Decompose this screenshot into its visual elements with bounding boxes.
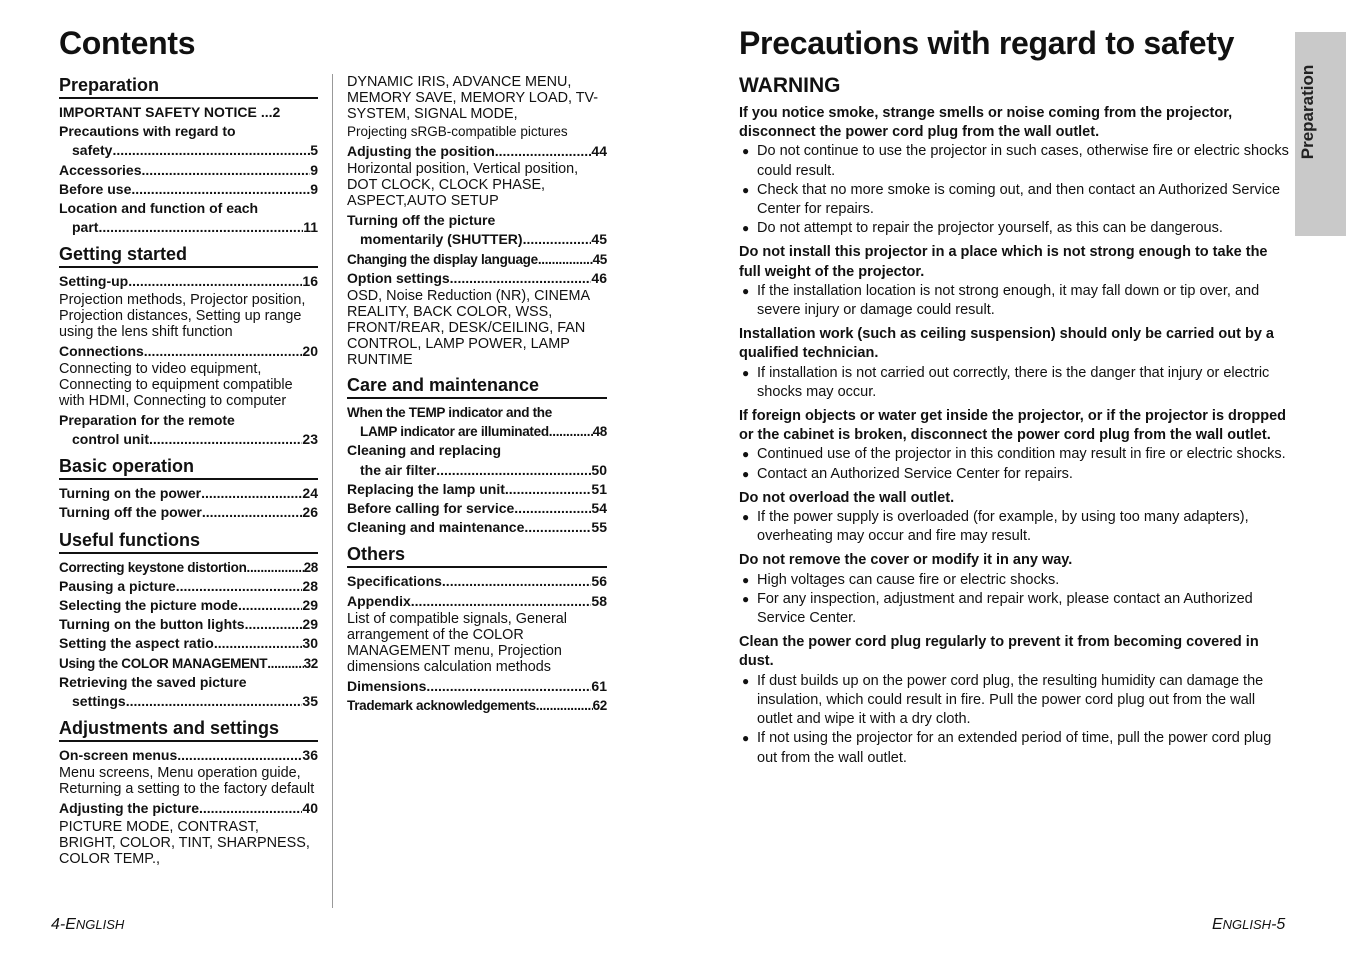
entry-subtext: List of compatible signals, General arrangement of the COLOR MANAGEMENT menu, Projection dimensions calculation methods	[347, 610, 567, 675]
entry-row	[59, 577, 318, 596]
entry-subtext: PICTURE MODE, CONTRAST, BRIGHT, COLOR, TINT, SHARPNESS, COLOR TEMP.,	[59, 818, 310, 867]
dot-leader	[538, 250, 593, 269]
dot-leader	[128, 272, 302, 291]
entry-title-cont: LAMP indicator are illuminated	[360, 424, 549, 440]
bullet-icon: ●	[742, 144, 750, 159]
footer-e: E	[1212, 916, 1223, 933]
entry-subtext: Connecting to video equipment, Connecting to equipment compatible with HDMI, Connecting to computer	[59, 360, 293, 409]
footer-rest: NGLISH	[1222, 917, 1272, 932]
entry-row	[59, 484, 318, 503]
dot-leader	[549, 422, 593, 441]
entry-title: Before calling for service	[347, 500, 515, 517]
dot-leader	[247, 558, 304, 577]
entry-row	[347, 677, 607, 696]
entry-title-cont: part	[72, 219, 99, 236]
warning-item-heading: Do not remove the cover or modify it in any way.	[739, 552, 1073, 569]
toc-entry[interactable]	[59, 161, 318, 180]
warning-bullet	[739, 590, 1291, 628]
dot-leader	[144, 342, 303, 361]
bullet-icon: ●	[742, 447, 750, 462]
bullet-icon: ●	[742, 283, 750, 298]
page-number: 40	[302, 800, 318, 817]
page-number: 51	[591, 480, 607, 497]
warning-item-heading: If foreign objects or water get inside the projector, or if the projector is dropped or the cabinet is broken, disconnect the power cord plug from the wall outlet.	[739, 408, 1287, 444]
dot-leader	[112, 141, 310, 160]
toc-column-1	[59, 74, 318, 869]
toc-entry[interactable]	[347, 696, 607, 715]
entry-title-cont: control unit	[72, 431, 149, 448]
page-number: 35	[302, 693, 318, 710]
entry-title: Setting the aspect ratio	[59, 635, 214, 652]
dot-leader	[267, 654, 303, 673]
section-heading: Basic operation	[59, 455, 318, 480]
page-number: 16	[302, 273, 318, 290]
entry-row	[59, 615, 318, 634]
entry-row	[59, 746, 318, 765]
entry-row	[59, 218, 318, 237]
entry-title: Adjusting the picture	[59, 800, 199, 817]
toc-entry[interactable]	[347, 269, 607, 288]
dot-leader	[495, 142, 592, 161]
page-number: 58	[591, 592, 607, 609]
warning-bullet	[739, 445, 1291, 464]
page-number: 55	[591, 519, 607, 536]
column-divider	[332, 74, 333, 908]
page-number: 46	[591, 269, 607, 286]
warning-blocks	[739, 104, 1291, 768]
entry-title: On-screen menus	[59, 747, 178, 764]
dot-leader	[202, 503, 303, 522]
page-number: 29	[302, 616, 318, 633]
entry-row	[347, 592, 607, 611]
section-heading: Getting started	[59, 243, 318, 268]
warning-item-heading: Do not overload the wall outlet.	[739, 489, 955, 506]
entry-subtext: Horizontal position, Vertical position, DOT CLOCK, CLOCK PHASE, ASPECT,AUTO SETUP	[347, 161, 579, 210]
entry-row	[59, 103, 318, 122]
dot-leader	[214, 634, 303, 653]
toc-entry[interactable]	[347, 572, 607, 591]
entry-row	[59, 180, 318, 199]
entry-row	[59, 799, 318, 818]
dot-leader	[536, 696, 593, 715]
entry-row	[59, 141, 318, 160]
toc-entry[interactable]	[59, 484, 318, 503]
dot-leader	[450, 269, 592, 288]
page-number: 9	[310, 161, 318, 178]
entry-subtext: OSD, Noise Reduction (NR), CINEMA REALITY, BACK COLOR, WSS, FRONT/REAR, DESK/CEILING, FAN CONTROL, LAMP POWER, LAMP RUNTIME	[347, 288, 590, 369]
dot-leader	[142, 161, 311, 180]
toc-entry[interactable]	[347, 250, 607, 269]
page-number: 44	[591, 143, 607, 159]
section-heading: Useful functions	[59, 529, 318, 554]
toc-entry[interactable]	[59, 746, 318, 765]
page-number: 11	[303, 219, 318, 236]
entry-title: Replacing the lamp unit	[347, 480, 505, 497]
entry-title: Trademark acknowledgements	[347, 698, 536, 714]
entry-row	[59, 161, 318, 180]
bullet-text: If installation is not carried out correctly, there is the danger that injury or electric shocks may occur.	[757, 364, 1270, 400]
bullet-icon: ●	[742, 221, 750, 236]
page-number-right	[1212, 916, 1285, 934]
entry-title: Using the COLOR MANAGEMENT	[59, 655, 268, 671]
page-number: 32	[303, 655, 318, 671]
entry-title: Cleaning and maintenance	[347, 519, 525, 536]
section-heading: Care and maintenance	[347, 374, 607, 399]
entry-row	[347, 518, 607, 537]
entry-row	[347, 461, 607, 480]
bullet-text: Check that no more smoke is coming out, and then contact an Authorized Service Center for repairs.	[757, 181, 1281, 218]
entry-subtext: Projection methods, Projector position, Projection distances, Setting up range using the lens shift function	[59, 291, 306, 340]
toc-entry[interactable]	[347, 677, 607, 696]
page-num: 4-	[51, 916, 66, 933]
warning-item-heading: Clean the power cord plug regularly to prevent it from becoming covered in dust.	[739, 634, 1259, 670]
entry-title-cont: momentarily (SHUTTER)	[360, 231, 523, 248]
page-number: 54	[591, 500, 607, 517]
entry-row	[347, 422, 607, 441]
entry-title: Dimensions	[347, 677, 427, 694]
bullet-text: If dust builds up on the power cord plug, the resulting humidity can damage the insulation, which could result in fire. Pull the power cord plug out from the wall outlet and wipe it with a dry cloth.	[757, 672, 1264, 728]
toc-entry[interactable]	[347, 211, 607, 249]
entry-title: IMPORTANT SAFETY NOTICE	[59, 104, 257, 120]
page-num: -5	[1271, 916, 1286, 933]
dot-leader	[176, 577, 303, 596]
warning-bullet	[739, 219, 1291, 238]
dot-leader	[98, 218, 303, 237]
entry-title: Specifications	[347, 573, 442, 590]
page-number: 50	[591, 461, 607, 478]
bullet-icon: ●	[742, 591, 750, 606]
page-number: 5	[310, 142, 318, 159]
bullet-text: If the power supply is overloaded (for example, by using too many adapters), overheating may occur and fire may result.	[757, 509, 1249, 545]
warning-bullet	[739, 571, 1291, 590]
page-number: 30	[302, 635, 318, 652]
dot-leader	[201, 484, 302, 503]
warning-bullet	[739, 142, 1291, 180]
dot-leader	[131, 180, 310, 199]
entry-title: Appendix	[347, 592, 411, 609]
toc-entry[interactable]	[59, 596, 318, 615]
warning-item-heading: Installation work (such as ceiling suspension) should only be carried out by a qualified technician.	[739, 326, 1274, 362]
bullet-icon: ●	[742, 466, 750, 481]
entry-title: Location and function of each	[59, 200, 259, 217]
page-number: 23	[302, 431, 318, 448]
entry-title: Option settings	[347, 269, 450, 286]
entry-title: Setting-up	[59, 273, 129, 290]
section-heading: Preparation	[59, 74, 318, 99]
toc-entry[interactable]	[59, 180, 318, 199]
bullet-text: If not using the projector for an extended period of time, pull the power cord plug out from the wall outlet.	[757, 730, 1272, 766]
warning-item-heading: Do not install this projector in a place which is not strong enough to take the full weight of the projector.	[739, 244, 1268, 280]
page-number: 45	[592, 251, 607, 267]
section-heading: Adjustments and settings	[59, 717, 318, 742]
warning-bullet	[739, 181, 1291, 219]
warning-heading: WARNING	[739, 74, 841, 97]
entry-row	[347, 480, 607, 499]
warning-bullet	[739, 465, 1291, 484]
page-number: 24	[302, 485, 318, 502]
entry-row	[59, 654, 318, 673]
entry-subtext: Projecting sRGB-compatible pictures	[347, 124, 568, 139]
bullet-text: High voltages can cause fire or electric shocks.	[757, 571, 1060, 588]
entry-title: Before use	[59, 180, 132, 197]
dot-leader	[177, 746, 302, 765]
toc-column-2	[347, 74, 607, 715]
bullet-icon: ●	[742, 731, 750, 746]
entry-row	[347, 499, 607, 518]
toc-entry[interactable]	[347, 403, 607, 441]
entry-title: Correcting keystone distortion	[59, 559, 247, 575]
entry-row	[347, 142, 607, 161]
toc-entry[interactable]	[59, 503, 318, 522]
entry-row	[59, 634, 318, 653]
toc-entry[interactable]	[347, 441, 607, 479]
dot-leader	[126, 692, 303, 711]
entry-row	[347, 230, 607, 249]
entry-title: Cleaning and replacing	[347, 442, 502, 459]
bullet-icon: ●	[742, 510, 750, 525]
dot-leader	[436, 461, 591, 480]
dot-leader	[505, 480, 592, 499]
entry-title: Adjusting the position	[347, 143, 495, 159]
entry-title: Selecting the picture mode	[59, 597, 238, 614]
entry-row	[59, 503, 318, 522]
warning-bullet	[739, 364, 1291, 402]
contents-title: Contents	[59, 25, 196, 61]
toc-entry[interactable]	[59, 411, 318, 449]
toc-entry[interactable]	[59, 615, 318, 634]
bullet-text: Do not continue to use the projector in such cases, otherwise fire or electric shocks could result.	[757, 143, 1289, 179]
toc-entry[interactable]	[59, 577, 318, 596]
toc-entry[interactable]	[347, 499, 607, 518]
warning-bullet	[739, 282, 1291, 320]
footer-e: E	[65, 916, 76, 933]
toc-entry[interactable]	[59, 272, 318, 291]
entry-row	[347, 269, 607, 288]
entry-row	[59, 430, 318, 449]
bullet-icon: ●	[742, 673, 750, 688]
page-number: 20	[302, 342, 318, 359]
toc-entry[interactable]	[347, 592, 607, 611]
toc-entry[interactable]	[347, 480, 607, 499]
toc-entry[interactable]	[59, 122, 318, 160]
entry-title: Turning off the picture	[347, 212, 496, 229]
entry-title: Precautions with regard to	[59, 123, 236, 140]
toc-entry[interactable]	[59, 673, 318, 711]
toc-entry[interactable]	[59, 654, 318, 673]
bullet-icon: ●	[742, 182, 750, 197]
side-tab-label: Preparation	[1298, 64, 1317, 160]
page-number: 56	[591, 573, 607, 590]
section-heading: Others	[347, 543, 607, 568]
warning-bullet	[739, 672, 1291, 730]
entry-title: Changing the display language	[347, 251, 538, 267]
entry-row	[347, 696, 607, 715]
page-number: 29	[302, 597, 318, 614]
entry-row	[59, 342, 318, 361]
warning-bullet	[739, 729, 1291, 767]
entry-row	[59, 272, 318, 291]
dot-leader	[245, 615, 303, 634]
dot-leader	[411, 592, 592, 611]
entry-row	[59, 692, 318, 711]
entry-title: Accessories	[59, 161, 142, 178]
toc-entry[interactable]	[347, 518, 607, 537]
dot-leader	[149, 430, 302, 449]
entry-title: Connections	[59, 342, 144, 359]
bullet-text: Contact an Authorized Service Center for repairs.	[757, 465, 1073, 482]
entry-subtext: DYNAMIC IRIS, ADVANCE MENU, MEMORY SAVE, MEMORY LOAD, TV-SYSTEM, SIGNAL MODE,	[347, 74, 599, 122]
entry-title: Turning off the power	[59, 504, 202, 521]
page-number-left	[51, 916, 124, 934]
page-number: 28	[303, 559, 318, 575]
entry-title: Turning on the power	[59, 485, 202, 502]
entry-title: When the TEMP indicator and the	[347, 405, 552, 421]
page-number: 26	[302, 504, 318, 521]
warning-bullet	[739, 508, 1291, 546]
page-number: ...2	[260, 104, 281, 120]
page-number: 62	[592, 698, 607, 714]
entry-row	[347, 250, 607, 269]
toc-entry[interactable]	[59, 634, 318, 653]
bullet-text: If the installation location is not strong enough, it may fall down or tip over, and severe injury or damage could result.	[757, 282, 1260, 319]
entry-row	[59, 596, 318, 615]
entry-title-cont: settings	[72, 693, 126, 710]
entry-row	[347, 572, 607, 591]
page-number: 28	[302, 577, 318, 594]
safety-content	[739, 74, 1291, 768]
dot-leader	[199, 799, 302, 818]
page-number: 48	[592, 424, 607, 440]
entry-row	[59, 558, 318, 577]
page-number: 45	[591, 231, 607, 248]
entry-title: Retrieving the saved picture	[59, 673, 247, 690]
dot-leader	[238, 596, 302, 615]
entry-title-cont: the air filter	[360, 461, 437, 478]
bullet-icon: ●	[742, 365, 750, 380]
entry-title: Pausing a picture	[59, 577, 176, 594]
dot-leader	[442, 572, 592, 591]
dot-leader	[426, 677, 591, 696]
toc-entry[interactable]	[59, 199, 318, 237]
warning-item-heading: If you notice smoke, strange smells or noise coming from the projector, disconnect the power cord plug from the wall outlet.	[739, 105, 1233, 141]
dot-leader	[514, 499, 591, 518]
page-number: 9	[310, 180, 318, 197]
entry-title-cont: safety	[72, 142, 113, 159]
toc-entry[interactable]	[59, 799, 318, 818]
bullet-text: Continued use of the projector in this condition may result in fire or electric shocks.	[757, 446, 1286, 463]
dot-leader	[524, 518, 591, 537]
page-number: 36	[302, 747, 318, 764]
entry-title: Turning on the button lights	[59, 616, 245, 633]
toc-entry[interactable]	[59, 558, 318, 577]
precautions-title: Precautions with regard to safety	[739, 25, 1235, 61]
entry-subtext: Menu screens, Menu operation guide, Returning a setting to the factory default	[59, 765, 315, 798]
entry-title: Preparation for the remote	[59, 411, 235, 428]
dot-leader	[523, 230, 592, 249]
bullet-text: For any inspection, adjustment and repair work, please contact an Authorized Service Center.	[757, 590, 1253, 627]
footer-rest: NGLISH	[75, 917, 125, 932]
bullet-text: Do not attempt to repair the projector yourself, as this can be dangerous.	[757, 220, 1223, 237]
bullet-icon: ●	[742, 572, 750, 587]
toc-entry[interactable]	[347, 142, 607, 161]
toc-entry[interactable]	[59, 342, 318, 361]
page-number: 61	[591, 677, 607, 694]
toc-entry[interactable]	[59, 103, 318, 122]
